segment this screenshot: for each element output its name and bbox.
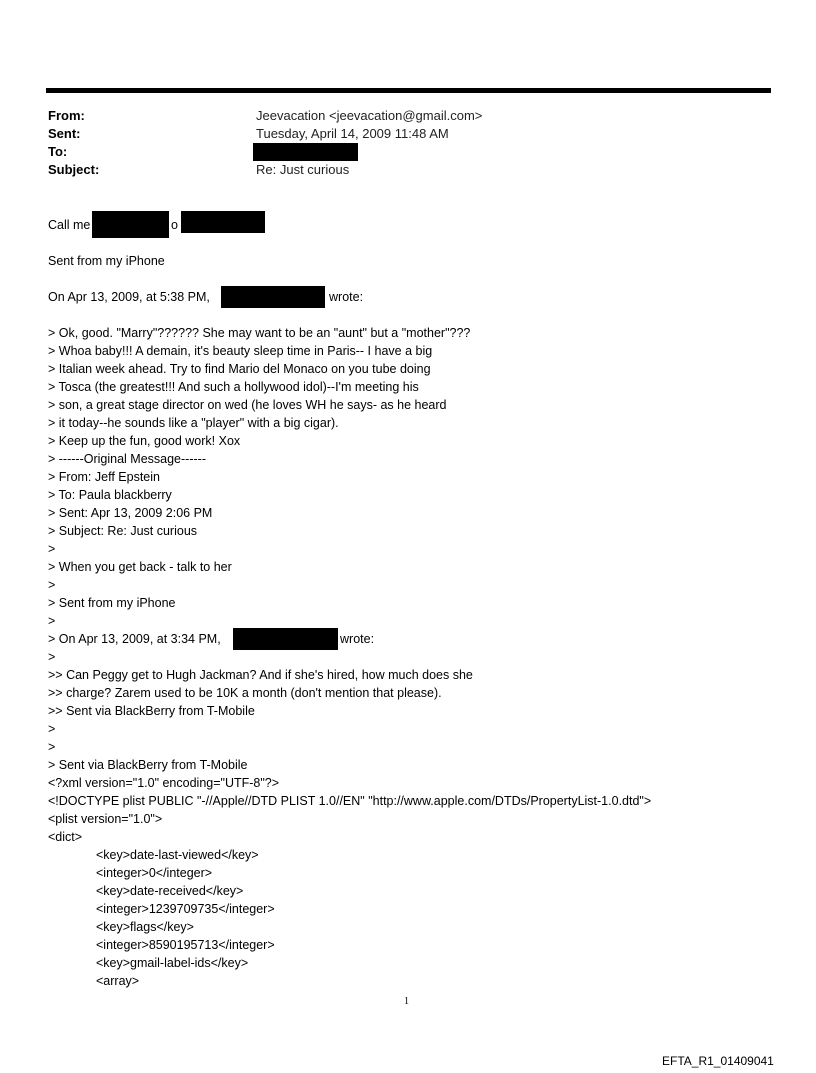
text-line: <key>gmail-label-ids</key> xyxy=(96,956,249,970)
text-line: > xyxy=(48,650,56,664)
call-me-text: Call me xyxy=(48,218,91,232)
text-line: <array> xyxy=(96,974,140,988)
text-line: <integer>0</integer> xyxy=(96,866,213,880)
text-line: >> Sent via BlackBerry from T-Mobile xyxy=(48,704,255,718)
text-line: > xyxy=(48,740,56,754)
text-line: > When you get back - talk to her xyxy=(48,560,232,574)
text-line: > Ok, good. "Marry"?????? She may want to be an "aunt" but a "mother"??? xyxy=(48,326,471,340)
redaction-sender-a xyxy=(221,286,325,308)
text-line: > Sent via BlackBerry from T-Mobile xyxy=(48,758,248,772)
redaction-phone-2 xyxy=(181,211,265,233)
subject-value: Re: Just curious xyxy=(256,162,350,177)
text-line: > Whoa baby!!! A demain, it's beauty sleep time in Paris-- I have a big xyxy=(48,344,433,358)
on-date-b-wrote: wrote: xyxy=(340,632,375,646)
subject-label: Subject: xyxy=(48,162,100,177)
page-number: 1 xyxy=(404,996,409,1007)
text-line: > Italian week ahead. Try to find Mario del Monaco on you tube doing xyxy=(48,362,431,376)
text-line: <?xml version="1.0" encoding="UTF-8"?> xyxy=(48,776,280,790)
text-line: > Sent from my iPhone xyxy=(48,596,176,610)
text-line: <key>date-last-viewed</key> xyxy=(96,848,259,862)
text-line: <integer>1239709735</integer> xyxy=(96,902,275,916)
to-label: To: xyxy=(48,144,68,159)
text-line: > Sent: Apr 13, 2009 2:06 PM xyxy=(48,506,213,520)
from-label: From: xyxy=(48,108,85,123)
text-line: >> charge? Zarem used to be 10K a month (don't mention that please). xyxy=(48,686,442,700)
text-line: > From: Jeff Epstein xyxy=(48,470,160,484)
text-line: > Keep up the fun, good work! Xox xyxy=(48,434,241,448)
text-line: <key>date-received</key> xyxy=(96,884,244,898)
text-line: <!DOCTYPE plist PUBLIC "-//Apple//DTD PLIST 1.0//EN" "http://www.apple.com/DTDs/PropertyList-1.0.dtd"> xyxy=(48,794,652,808)
text-line: <integer>8590195713</integer> xyxy=(96,938,275,952)
sent-label: Sent: xyxy=(48,126,81,141)
document-id: EFTA_R1_01409041 xyxy=(662,1054,774,1068)
text-line: > Subject: Re: Just curious xyxy=(48,524,198,538)
call-me-or: o xyxy=(171,218,178,232)
redaction-sender-b xyxy=(233,628,338,650)
text-line: > ------Original Message------ xyxy=(48,452,206,466)
text-line: > xyxy=(48,722,56,736)
text-line: > Tosca (the greatest!!! And such a hollywood idol)--I'm meeting his xyxy=(48,380,419,394)
text-line: > xyxy=(48,542,56,556)
text-line: <dict> xyxy=(48,830,83,844)
sent-from-iphone: Sent from my iPhone xyxy=(48,254,165,268)
text-line: > son, a great stage director on wed (he loves WH he says- as he heard xyxy=(48,398,447,412)
text-line: <plist version="1.0"> xyxy=(48,812,163,826)
text-line: > xyxy=(48,578,56,592)
from-value: Jeevacation <jeevacation@gmail.com> xyxy=(256,108,483,123)
on-date-a: On Apr 13, 2009, at 5:38 PM, xyxy=(48,290,210,304)
text-line: > xyxy=(48,614,56,628)
text-line: >> Can Peggy get to Hugh Jackman? And if she's hired, how much does she xyxy=(48,668,473,682)
sent-value: Tuesday, April 14, 2009 11:48 AM xyxy=(256,126,449,141)
redaction-to xyxy=(253,143,358,161)
on-date-b: > On Apr 13, 2009, at 3:34 PM, xyxy=(48,632,221,646)
redaction-phone-1 xyxy=(92,211,169,238)
text-line: > it today--he sounds like a "player" with a big cigar). xyxy=(48,416,339,430)
text-line: <key>flags</key> xyxy=(96,920,194,934)
text-line: > To: Paula blackberry xyxy=(48,488,172,502)
header-rule xyxy=(46,88,771,93)
on-date-a-wrote: wrote: xyxy=(329,290,364,304)
